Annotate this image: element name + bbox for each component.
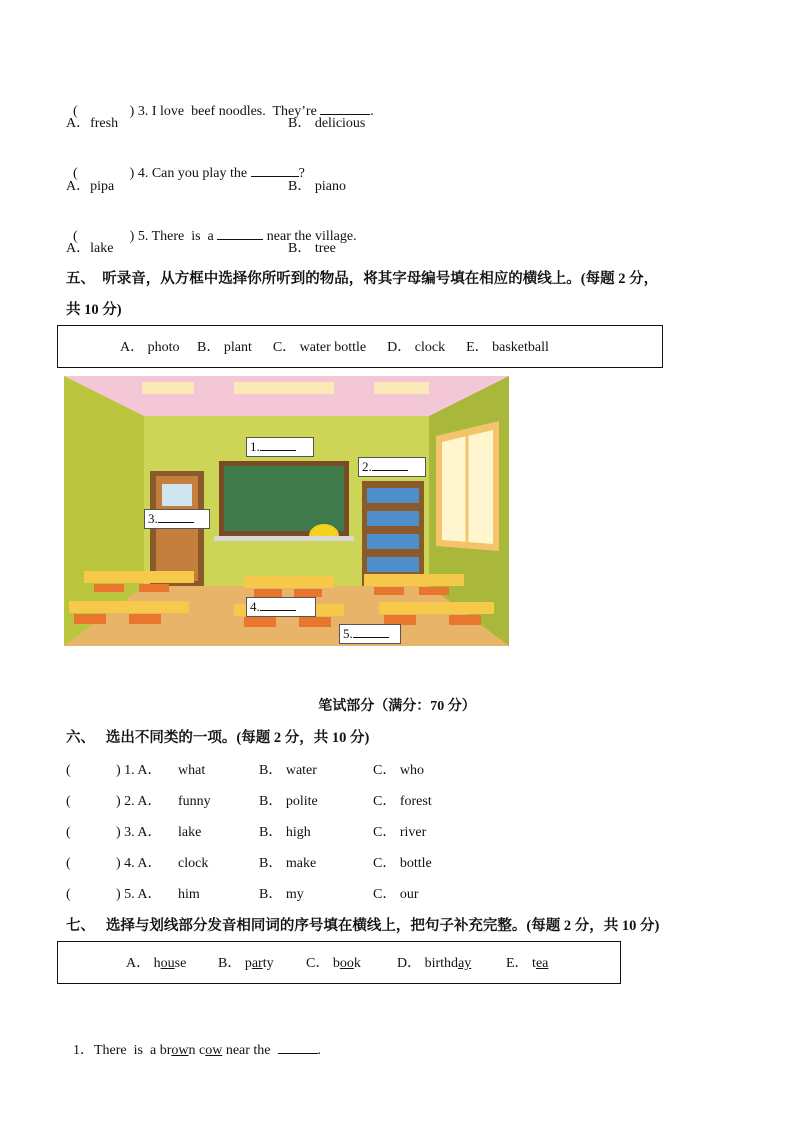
answer-blank[interactable] bbox=[320, 102, 370, 115]
q4-option-a: A．pipa bbox=[66, 179, 115, 194]
phonics-options-box bbox=[57, 941, 621, 984]
label-3[interactable]: 3. bbox=[144, 509, 210, 529]
q5-option-a: A．lake bbox=[66, 241, 114, 256]
list-item: ( ) 5. A． him B． my C． our bbox=[66, 887, 419, 902]
answer-blank[interactable] bbox=[278, 1041, 318, 1054]
q4-option-b: B． piano bbox=[288, 179, 346, 194]
list-item: ( ) 2. A． funny B． polite C． forest bbox=[66, 794, 432, 809]
label-4[interactable]: 4. bbox=[246, 597, 316, 617]
section-5-heading-cont: 共 10 分) bbox=[66, 302, 122, 318]
section-5-heading: 五、 听录音，从方框中选择你所听到的物品，将其字母编号填在相应的横线上。(每题 2 分， bbox=[66, 271, 659, 287]
q3-option-b: B． delicious bbox=[288, 116, 366, 131]
phonics-question-1: 1．There is a brown cow near the . bbox=[73, 1043, 322, 1058]
phonics-option-e: E． tea bbox=[506, 956, 549, 971]
answer-blank[interactable] bbox=[251, 164, 299, 177]
section-7-heading: 七、 选择与划线部分发音相同词的序号填在横线上，把句子补充完整。(每题 2 分，共 10 分) bbox=[66, 918, 660, 934]
question-4: ( ) 4. Can you play the ? bbox=[73, 166, 305, 181]
written-section-title: 笔试部分（满分：70 分） bbox=[318, 699, 476, 714]
options-box bbox=[57, 325, 663, 368]
phonics-option-a: A． house bbox=[126, 956, 187, 971]
list-item: ( ) 3. A． lake B． high C． river bbox=[66, 825, 427, 840]
classroom-image bbox=[64, 376, 509, 646]
options-list: A． photo B． plant C． water bottle D． clock E． basketball bbox=[120, 340, 549, 355]
list-item: ( ) 4. A． clock B． make C． bottle bbox=[66, 856, 432, 871]
label-2[interactable]: 2. bbox=[358, 457, 426, 477]
phonics-option-d: D． birthday bbox=[397, 956, 472, 971]
label-1[interactable]: 1. bbox=[246, 437, 314, 457]
section-6-heading: 六、 选出不同类的一项。(每题 2 分，共 10 分) bbox=[66, 730, 370, 746]
phonics-option-b: B． party bbox=[218, 956, 274, 971]
answer-blank[interactable] bbox=[217, 227, 263, 240]
label-5[interactable]: 5. bbox=[339, 624, 401, 644]
phonics-option-c: C． book bbox=[306, 956, 361, 971]
question-5: ( ) 5. There is a near the village. bbox=[73, 229, 357, 244]
q3-option-a: A．fresh bbox=[66, 116, 119, 131]
question-3: ( ) 3. I love beef noodles. They’re . bbox=[73, 104, 374, 119]
q5-option-b: B． tree bbox=[288, 241, 336, 256]
list-item: ( ) 1. A． what B． water C． who bbox=[66, 763, 424, 778]
